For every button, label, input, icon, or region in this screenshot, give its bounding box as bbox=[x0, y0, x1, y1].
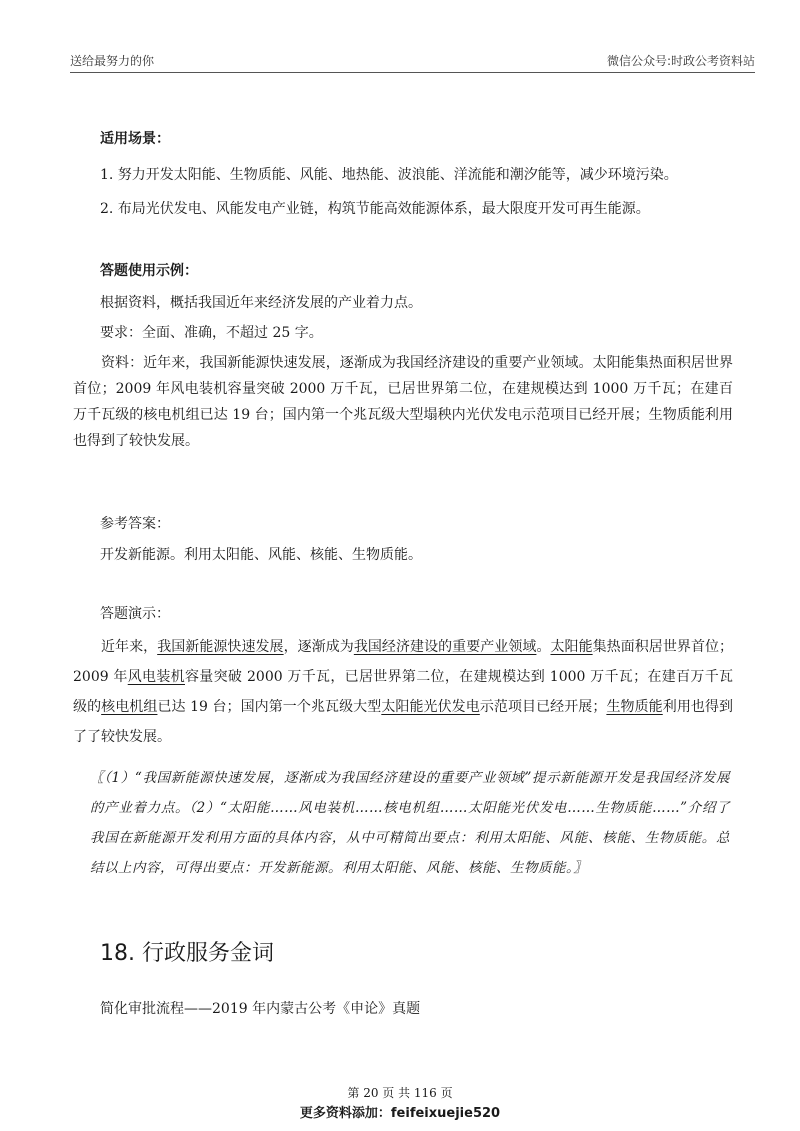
header-right-text: 微信公众号:时政公考资料站 bbox=[606, 54, 755, 68]
highlight-phrase: 太阳能光伏发电 bbox=[381, 699, 480, 715]
highlight-phrase: 生物质能 bbox=[606, 699, 663, 715]
highlight-phrase: 风电装机 bbox=[127, 669, 185, 685]
section-heading: 18. 行政服务金词 bbox=[100, 941, 274, 966]
highlight-phrase: 我国经济建设的重要产业领域 bbox=[353, 639, 537, 655]
demo-title: 答题演示： bbox=[100, 606, 170, 622]
section-subtitle: 简化审批流程——2019 年内蒙古公考《申论》真题 bbox=[100, 1001, 421, 1017]
footer-promo: 更多资料添加：feifeixuejie520 bbox=[299, 1106, 501, 1121]
highlight-phrase: 核电机组 bbox=[101, 699, 158, 715]
demo-paragraph: 近年来，我国新能源快速发展，逐渐成为我国经济建设的重要产业领域。太阳能集热面积居世界首位；2009 年风电装机容量突破 2000 万千瓦，已居世界第二位，在建规模达到 1000 万千瓦；在建百万千瓦级的核电机组已达 19 台；国内第一个兆瓦级大型太阳能光伏发电示范项目已经开展；生物质能利用也得到了了较快发展。 bbox=[73, 639, 734, 745]
example-requirement: 要求：全面、准确，不超过 25 字。 bbox=[100, 325, 323, 341]
example-question: 根据资料，概括我国近年来经济发展的产业着力点。 bbox=[100, 295, 422, 311]
scene-item-1: 1. 努力开发太阳能、生物质能、风能、地热能、波浪能、洋流能和潮汐能等，减少环境污染。 bbox=[100, 167, 678, 183]
header-left-text: 送给最努力的你 bbox=[70, 54, 155, 68]
example-material: 资料：近年来，我国新能源快速发展，逐渐成为我国经济建设的重要产业领域。太阳能集热面积居世界首位；2009 年风电装机容量突破 2000 万千瓦，已居世界第二位，在建规模达到 1000 万千瓦；在建百万千瓦级的核电机组已达 19 台；国内第一个兆瓦级大型塌秧内光伏发电示范项目已经开展；生物质能利用也得到了较快发展。 bbox=[73, 355, 733, 449]
page-number: 第 20 页 共 116 页 bbox=[347, 1086, 453, 1100]
highlight-phrase: 太阳能 bbox=[550, 639, 593, 655]
example-title: 答题使用示例： bbox=[100, 263, 198, 279]
highlight-phrase: 我国新能源快速发展 bbox=[157, 639, 284, 655]
page-header bbox=[70, 52, 755, 72]
reference-answer: 开发新能源。利用太阳能、风能、核能、生物质能。 bbox=[100, 547, 422, 563]
scene-title: 适用场景： bbox=[100, 131, 170, 147]
explanation-note: 〖（1）“我国新能源快速发展，逐渐成为我国经济建设的重要产业领域”提示新能源开发是我国经济发展的产业着力点。（2）“太阳能……风电装机……核电机组……太阳能光伏发电……生物质能……”介绍了我国在新能源开发利用方面的具体内容，从中可精简出要点：利用太阳能、风能、核能、生物质能。总结以上内容，可得出要点：开发新能源。利用太阳能、风能、核能、生物质能。〗 bbox=[90, 770, 730, 876]
reference-title: 参考答案： bbox=[100, 516, 170, 532]
header-divider bbox=[70, 72, 755, 73]
scene-item-2: 2. 布局光伏发电、风能发电产业链，构筑节能高效能源体系，最大限度开发可再生能源。 bbox=[100, 201, 650, 217]
